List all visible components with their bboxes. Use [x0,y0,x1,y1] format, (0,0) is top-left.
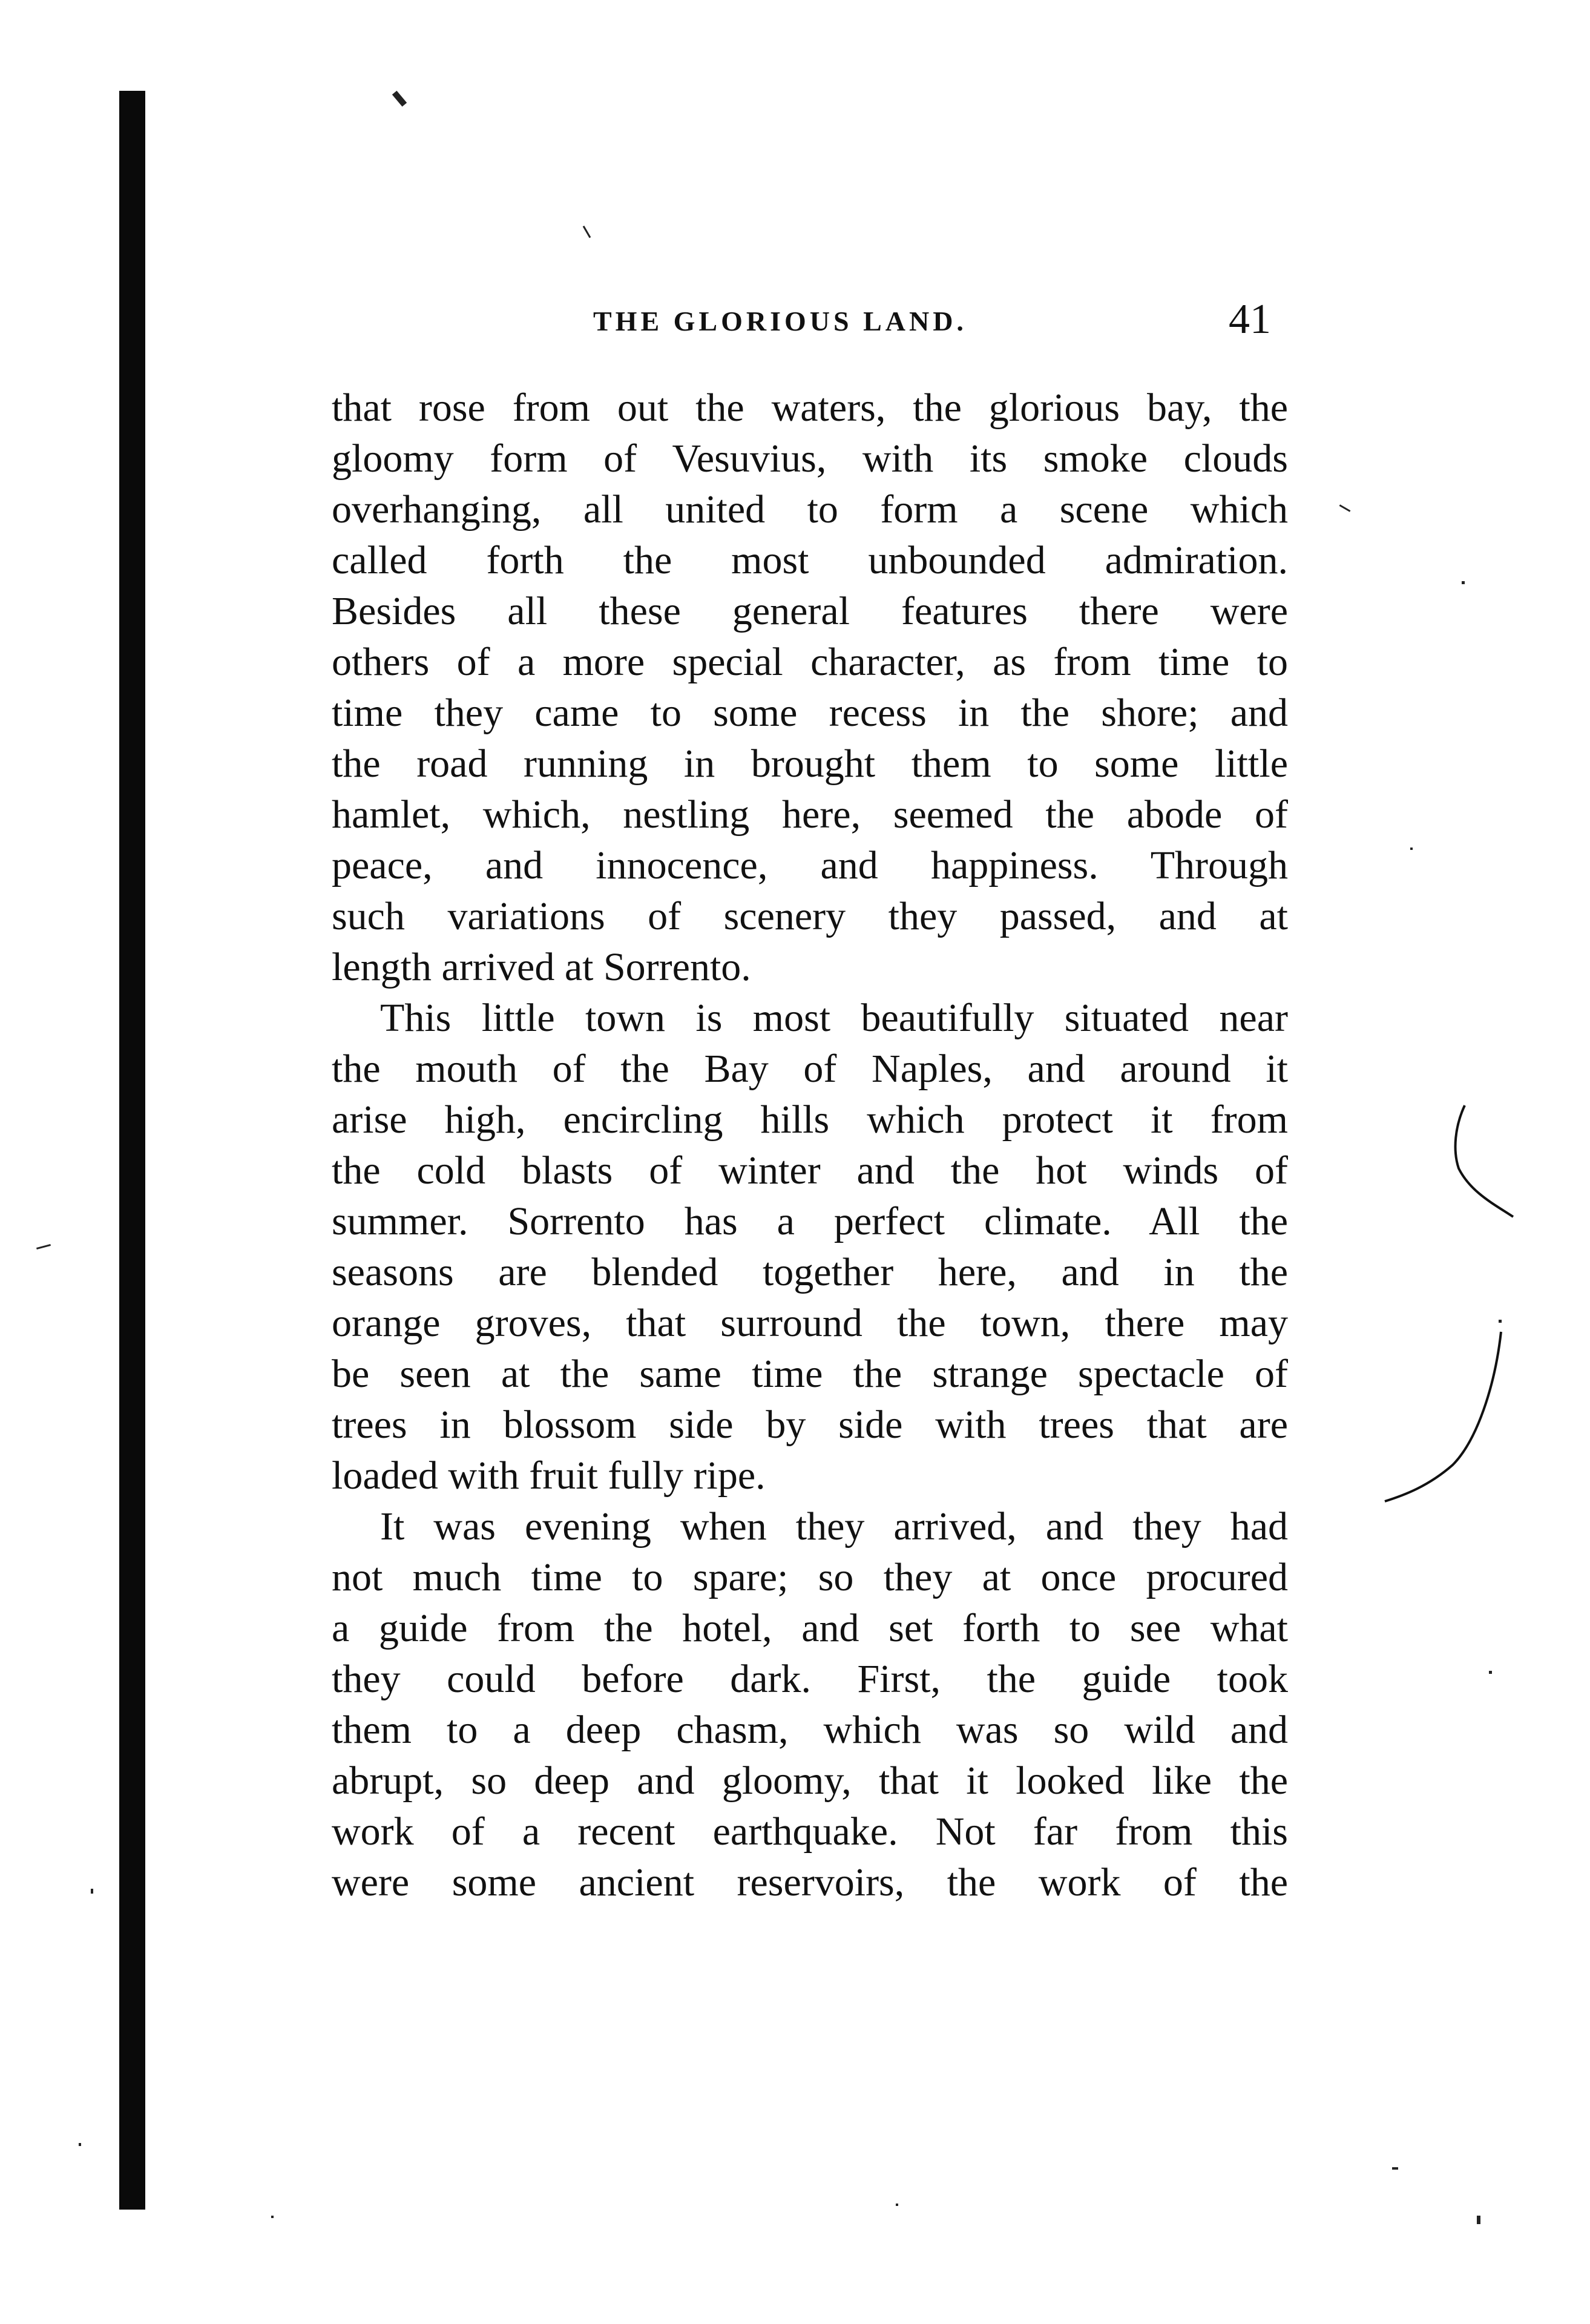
scan-speck [1392,2167,1398,2170]
text-line: others of a more special character, as from time to [332,640,1288,684]
text-line: loaded with fruit fully ripe. [332,1453,766,1498]
margin-pencil-mark [1447,1102,1531,1223]
text-line: summer. Sorrento has a perfect climate. All the [332,1199,1288,1243]
margin-pencil-mark [1380,1326,1513,1507]
text-line: seasons are blended together here, and in the [332,1250,1288,1294]
text-line: hamlet, which, nestling here, seemed the abode of [332,792,1288,837]
text-line: such variations of scenery they passed, and at [332,894,1288,938]
text-line: the cold blasts of winter and the hot winds of [332,1148,1288,1193]
text-line: time they came to some recess in the shore; and [332,691,1288,735]
text-line: Besides all these general features there were [332,589,1288,633]
text-line: be seen at the same time the strange spectacle of [332,1352,1288,1396]
text-line: they could before dark. First, the guide took [332,1657,1288,1701]
text-line: This little town is most beautifully situated near [380,996,1288,1040]
text-line: length arrived at Sorrento. [332,945,751,989]
scan-speck [36,1244,51,1249]
paragraph [332,1501,1288,1908]
text-line: that rose from out the waters, the glorious bay, the [332,386,1288,430]
scan-speck [1410,848,1413,850]
scan-speck [583,226,591,239]
scan-speck [91,1889,93,1894]
running-title: THE GLORIOUS LAND. [593,306,967,337]
paragraph [332,993,1288,1501]
text-line: called forth the most unbounded admiration. [332,538,1288,582]
text-line: them to a deep chasm, which was so wild and [332,1708,1288,1752]
scan-speck [1339,504,1351,512]
scan-speck [1462,581,1465,584]
scan-speck [1499,1320,1502,1323]
text-line: not much time to spare; so they at once procured [332,1555,1288,1599]
text-line: orange groves, that surround the town, there may [332,1301,1288,1345]
text-line: arise high, encircling hills which protect it from [332,1098,1288,1142]
text-line: gloomy form of Vesuvius, with its smoke clouds [332,436,1288,481]
scan-speck [79,2143,81,2146]
text-line: It was evening when they arrived, and they had [380,1504,1288,1549]
text-line: overhanging, all united to form a scene which [332,487,1288,532]
scan-speck [896,2204,898,2206]
scan-speck [1477,2216,1480,2224]
text-line: were some ancient reservoirs, the work of the [332,1860,1288,1904]
text-line: work of a recent earthquake. Not far from this [332,1809,1288,1854]
text-line: abrupt, so deep and gloomy, that it looked like the [332,1759,1288,1803]
scan-speck [271,2216,274,2218]
scan-speck [392,91,407,107]
binding-shadow [119,91,145,2210]
body-text [332,383,1288,1908]
paragraph [332,383,1288,993]
text-line: trees in blossom side by side with trees that are [332,1403,1288,1447]
page-header [587,295,1283,344]
text-line: the road running in brought them to some little [332,742,1288,786]
text-line: peace, and innocence, and happiness. Through [332,843,1288,887]
page-number: 41 [1229,296,1271,343]
text-line: a guide from the hotel, and set forth to see what [332,1606,1288,1650]
scan-speck [1489,1671,1492,1674]
text-line: the mouth of the Bay of Naples, and around it [332,1047,1288,1091]
